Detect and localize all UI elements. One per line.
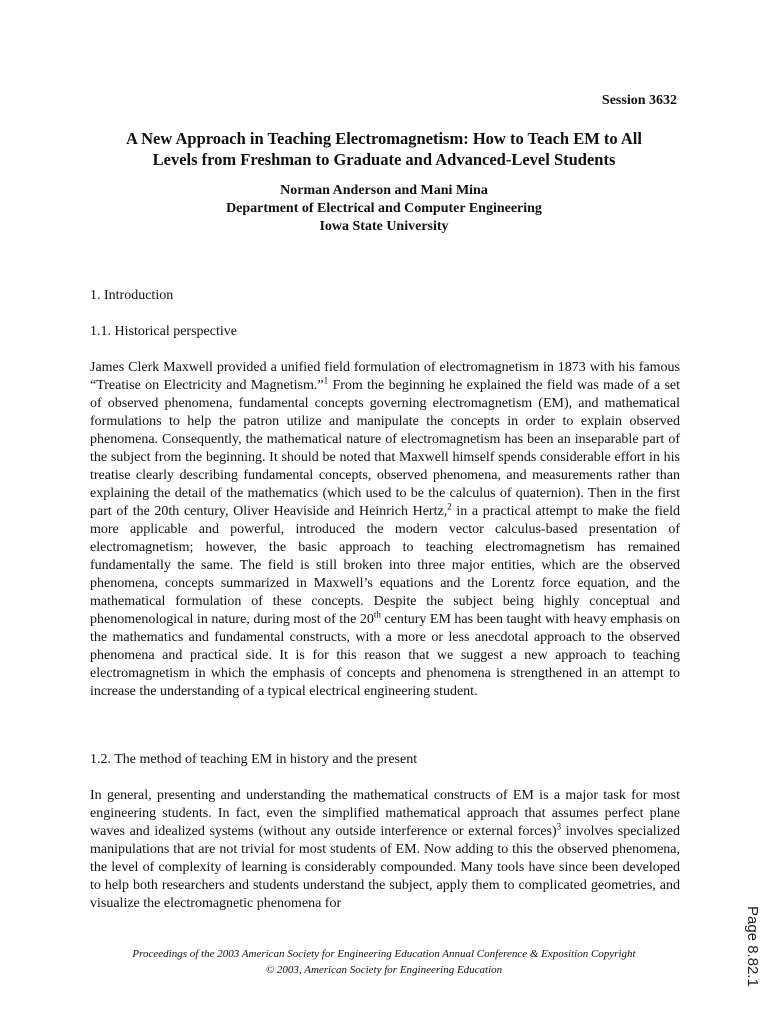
section-heading-introduction: 1. Introduction [90,288,174,303]
section-heading-teaching-method: 1.2. The method of teaching EM in history and the present [90,752,418,767]
footer-line-2: © 2003, American Society for Engineering Education [265,964,503,976]
author-block [60,182,708,236]
paragraph-text: From the beginning he explained the field was made of a set of observed phenomena, fundamental concepts governing electromagnetism (EM), and mathematical formulations to help the patron utilize and manipulate the concepts in order to explain observed phenomena. Consequently, the mathematical nature of electromagnetism has been an inseparable part of the subject from the beginning. It should be noted that Maxwell himself spends considerable effort in his treatise clearly describing fundamental concepts, observed phenomena, and measurements rather than explaining the detail of the mathematics (which used to be the calculus of quaternion). Then in the first part of the 20th century, Oliver Heaviside and Heinrich Hertz, [90,378,680,519]
paragraph-text: James Clerk Maxwell provided a unified field formulation of electromagnetism in 1873 with his famous “Treatise on Electricity and Magnetism.” [90,360,680,393]
author-department: Department of Electrical and Computer Engineering [226,201,542,216]
page-number-text: Page 8.82.1 [744,906,761,987]
title-line-2: Levels from Freshman to Graduate and Advanced-Level Students [152,150,616,169]
citation-ref: 1 [323,375,329,386]
author-university: Iowa State University [319,219,449,234]
page-number-stamp [739,906,768,996]
author-names: Norman Anderson and Mani Mina [280,183,488,198]
paragraph-text: in a practical attempt to make the field more applicable and powerful, introduced the modern vector calculus-based presentation of electromagnetism; however, the basic approach to teaching electromagnetism has remained fundamentally the same. The field is still broken into three major entities, which are the observed phenomena, concepts summarized in Maxwell’s equations and the Lorentz force equation, and the mathematical formulation of these concepts. Despite the subject being highly conceptual and phenomenological in nature, during most of the 20 [90,504,680,627]
ordinal-superscript: th [373,609,381,620]
proceedings-footer [60,946,708,978]
paper-title [60,128,708,170]
paragraph-text: In general, presenting and understanding the mathematical constructs of EM is a major task for most engineering students. In fact, even the simplified mathematical approach that assumes perfect plane waves and idealized systems (without any outside interference or external forces) [90,788,680,839]
paragraph-historical [90,359,680,701]
footer-line-1: Proceedings of the 2003 American Society for Engineering Education Annual Conference & Exposition Copyright [132,948,636,960]
citation-ref: 2 [447,501,452,512]
session-number: Session 3632 [601,93,677,108]
paragraph-text: century EM has been taught with heavy emphasis on the mathematics and fundamental constructs, with a more or less anecdotal approach to the observed phenomena and practical side. It is for this reason that we suggest a new approach to teaching electromagnetism in which the emphasis of concepts and phenomena is strengthened in an attempt to increase the understanding of a typical electrical engineering student. [90,612,681,699]
section-heading-historical-perspective: 1.1. Historical perspective [90,324,237,339]
title-line-1: A New Approach in Teaching Electromagnetism: How to Teach EM to All [126,129,642,148]
citation-ref: 3 [556,821,562,832]
paragraph-text: involves specialized manipulations that are not trivial for most students of EM. Now adding to this the observed phenomena, the level of complexity of learning is considerably compounded. Many tools have since been developed to help both researchers and students understand the subject, apply them to complicated geometries, and visualize the electromagnetic phenomena for [90,824,680,911]
paragraph-teaching-method [90,787,680,913]
